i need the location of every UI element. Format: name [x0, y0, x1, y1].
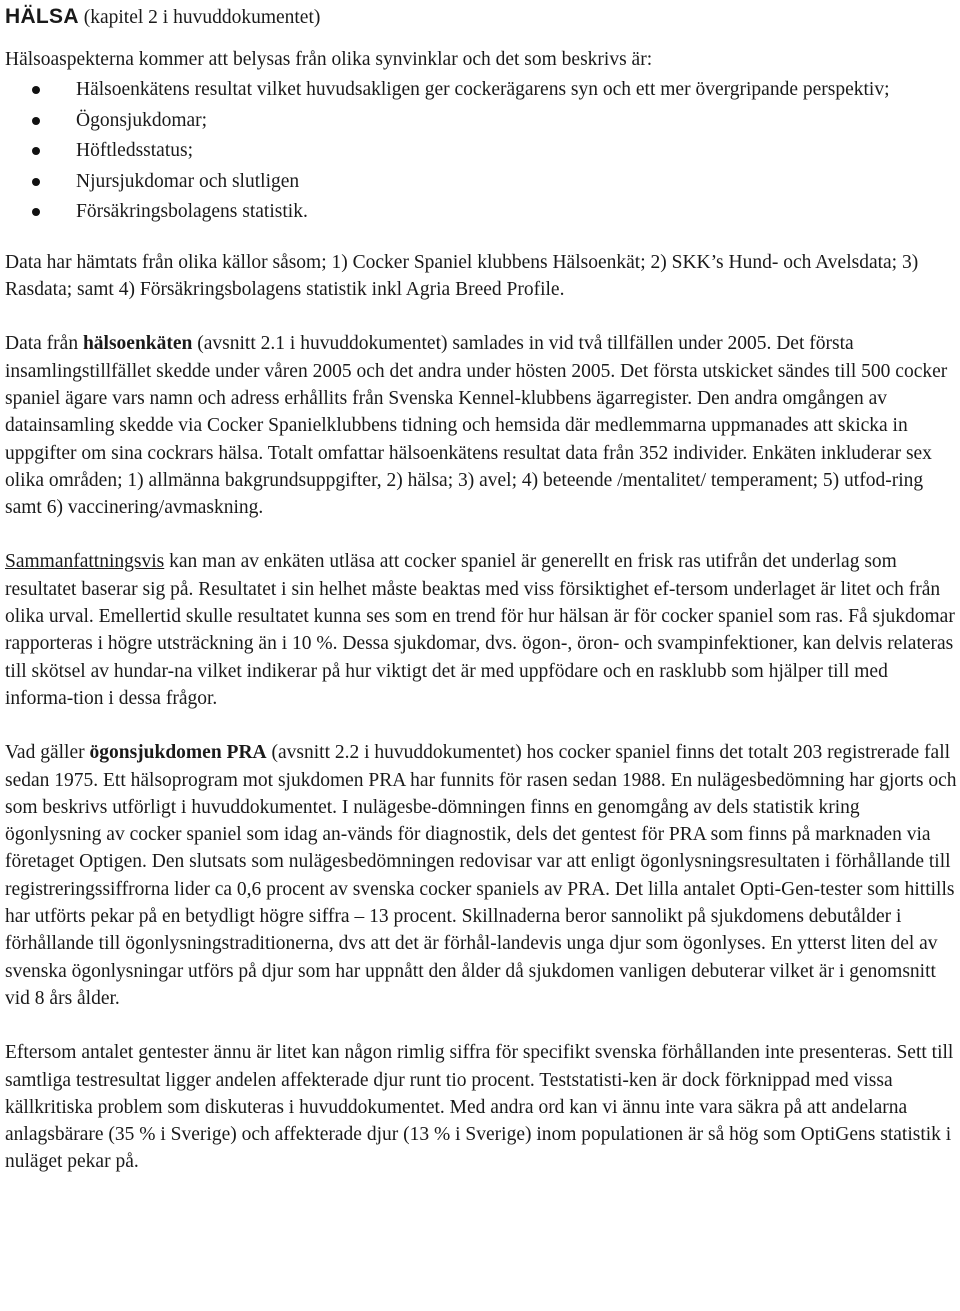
summary-paragraph: Sammanfattningsvis kan man av enkäten utläsa att cocker spaniel är generellt en frisk ras utifrån det underlag som resultatet baserar sig på. Resultatet i sin helhet måste beaktas med viss försiktighet ef-tersom underlaget är litet och från olika urval. Emellertid skulle resultatet kunna ses som en trend för hur hälsan är för cocker spaniel som ras. Få sjukdomar rapporteras i högre utsträckning än i 10 %. Dessa sjukdomar, dvs. ögon-, öron- och svampinfektioner, kan delvis relateras till skötsel av hundar-na vilket indikerar på hur viktigt det är med uppfödare och en rasklubb som hjälper till med informa-tion i dessa frågor.: [5, 551, 955, 709]
survey-term: hälsoenkäten: [82, 333, 193, 355]
aspect-list: [5, 75, 960, 228]
bullet-icon: [32, 147, 40, 155]
bullet-icon: [32, 178, 40, 186]
survey-paragraph: Data från hälsoenkäten (avsnitt 2.1 i huvuddokumentet) samlades in vid två tillfällen under 2005. Det första insamlingstillfället skedde under våren 2005 och det andra under hösten 2005. Det första utskicket sändes till 500 cocker spaniel ägare vars namn och adress erhållits från Svenska Kennel-klubbens ägarregister. Den andra omgången av datainsamling skedde via Cocker Spanielklubbens tidning och hemsida där medlemmarna uppmanades att skicka in uppgifter om sina cockrars hälsa. Totalt omfattar hälsoenkätens resultat data från 352 individer. Enkäten inkluderar sex olika områden; 1) allmänna bakgrundsuppgifter, 2) hälsa; 3) avel; 4) beteende /mentalitet/ temperament; 5) utfod-ring samt 6) vaccinering/avmaskning.: [5, 333, 948, 519]
list-item: Höftledsstatus;: [5, 136, 960, 167]
intro-paragraph: Hälsoaspekterna kommer att belysas från olika synvinklar och det som beskrivs är:: [5, 49, 653, 70]
sources-paragraph: Data har hämtats från olika källor såsom; 1) Cocker Spaniel klubbens Hälsoenkät; 2) SKK’s Hund- och Avelsdata; 3) Rasdata; samt 4) Försäkringsbolagens statistik inkl Agria Breed Profile.: [5, 251, 919, 301]
summary-term: Sammanfattningsvis: [5, 551, 165, 573]
pra-paragraph: Vad gäller ögonsjukdomen PRA (avsnitt 2.2 i huvuddokumentet) hos cocker spaniel finns det totalt 203 registrerade fall sedan 1975. Ett hälsoprogram mot sjukdomen PRA har funnits för rasen sedan 1988. En nulägesbedömning har gjorts och som beskrivs utförligt i huvuddokumentet. I nulägesbe-dömningen finns en genomgång av dels statistik kring ögonlysning av cocker spaniel som idag an-vänds för diagnostik, dels det gentest för PRA som finns på marknaden via företaget Optigen. Den slutsats som nulägesbedömningen redovisar var att enligt ögonlysningsresultaten i förhållande till registreringssiffrorna lider ca 0,6 procent av svenska cocker spaniels av PRA. Det lilla antalet Opti-Gen-tester som hittills har utförts pekar på en betydligt högre siffra – 13 procent. Skillnaderna beror sannolikt på sjukdomens debutålder i förhållande till ögonlysningstraditionerna, dvs att det är förhål-landevis unga djur som ögonlyses. En ytterst liten del av svenska ögonlysningar utförs på djur som har uppnått den ålder då sjukdomen vanligen debuterar vilket är i genomsnitt vid 8 års ålder.: [5, 742, 957, 1009]
section-title: HÄLSA: [5, 5, 79, 28]
pra-term: ögonsjukdomen PRA: [89, 742, 267, 764]
list-item: Försäkringsbolagens statistik.: [5, 197, 960, 228]
bullet-icon: [32, 117, 40, 125]
list-item: Njursjukdomar och slutligen: [5, 167, 960, 198]
section-heading: [5, 2, 960, 33]
list-item: Ögonsjukdomar;: [5, 106, 960, 137]
list-item: Hälsoenkätens resultat vilket huvudsakligen ger cockerägarens syn och ett mer övergripande perspektiv;: [5, 75, 960, 106]
gentest-paragraph: Eftersom antalet gentester ännu är litet kan någon rimlig siffra för specifikt svenska förhållanden inte presenteras. Sett till samtliga testresultat ligger andelen affekterade djur runt tio procent. Teststatisti-ken är dock förknippad med vissa källkritiska problem som diskuteras i huvuddokumentet. Med andra ord kan vi ännu inte vara säkra på att andelarna anlagsbärare (35 % i Sverige) och affekterade djur (13 % i Sverige) inom populationen är så hög som OptiGens statistik i nuläget pekar på.: [5, 1042, 954, 1173]
section-subtitle: (kapitel 2 i huvuddokumentet): [83, 7, 321, 28]
bullet-icon: [32, 208, 40, 216]
bullet-icon: [32, 86, 40, 94]
